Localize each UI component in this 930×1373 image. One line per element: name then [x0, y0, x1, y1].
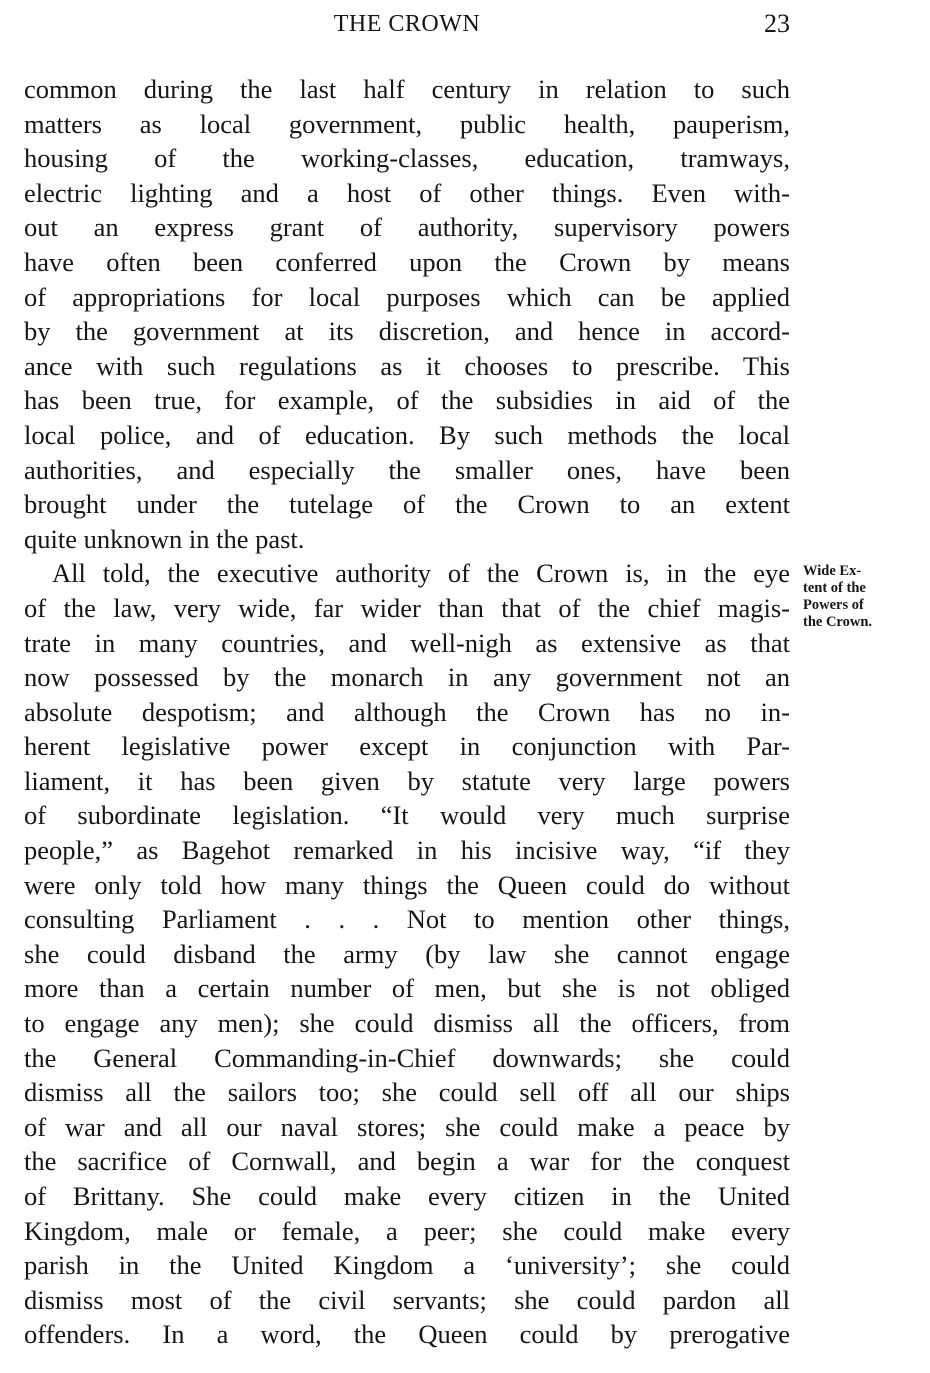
text-line: of appropriations for local purposes which can be applied [24, 281, 790, 312]
text-line: authorities, and especially the smaller ones, have been [24, 454, 790, 485]
text-line: now possessed by the monarch in any government not an [24, 662, 790, 693]
body-text [24, 72, 790, 1352]
margin-note-line: the Crown. [803, 614, 873, 630]
text-line: offenders. In a word, the Queen could by prerogative [24, 1319, 790, 1350]
margin-note-line: Wide Ex- [803, 563, 862, 579]
running-head [24, 7, 790, 41]
text-line: she could disband the army (by law she cannot engage [24, 938, 790, 969]
text-line: dismiss most of the civil servants; she could pardon all [24, 1284, 790, 1315]
text-line: have often been conferred upon the Crown by means [24, 246, 790, 277]
text-line: ance with such regulations as it chooses to prescribe. This [24, 350, 790, 381]
text-line: housing of the working-classes, education, tramways, [24, 143, 790, 174]
text-line: brought under the tutelage of the Crown to an extent [24, 489, 790, 520]
text-line: electric lighting and a host of other things. Even with- [24, 177, 790, 208]
text-line: the General Commanding-in-Chief downwards; she could [24, 1042, 790, 1073]
text-line: dismiss all the sailors too; she could sell off all our ships [24, 1077, 790, 1108]
margin-note-line: Powers of [803, 597, 864, 613]
text-line: matters as local government, public health, pauperism, [24, 108, 790, 139]
text-line: were only told how many things the Queen could do without [24, 869, 790, 900]
text-line: out an express grant of authority, supervisory powers [24, 212, 790, 243]
text-line: common during the last half century in relation to such [24, 74, 790, 104]
text-line: the sacrifice of Cornwall, and begin a war for the conquest [24, 1146, 790, 1177]
text-line: parish in the United Kingdom a ‘university’; she could [24, 1250, 790, 1281]
margin-note [803, 563, 918, 631]
text-line: of war and all our naval stores; she could make a peace by [24, 1111, 790, 1142]
text-line: more than a certain number of men, but she is not obliged [24, 973, 790, 1004]
text-line: of the law, very wide, far wider than that of the chief magis- [24, 592, 790, 623]
text-line: of Brittany. She could make every citizen in the United [24, 1181, 790, 1211]
text-line: has been true, for example, of the subsidies in aid of the [24, 385, 790, 416]
margin-note-line: tent of the [803, 580, 866, 596]
text-line: consulting Parliament . . . Not to mention other things, [24, 904, 790, 935]
paragraph-start-line: All told, the executive authority of the Crown is, in the eye [52, 558, 790, 589]
text-line: liament, it has been given by statute very large powers [24, 765, 790, 796]
text-line: by the government at its discretion, and hence in accord- [24, 316, 790, 347]
text-line: herent legislative power except in conjunction with Par- [24, 731, 790, 762]
text-line: of subordinate legislation. “It would very much surprise [24, 800, 790, 831]
text-line: local police, and of education. By such methods the local [24, 419, 790, 450]
text-line: absolute despotism; and although the Crown has no in- [24, 696, 790, 727]
text-line: people,” as Bagehot remarked in his incisive way, “if they [24, 835, 790, 866]
text-line: trate in many countries, and well-nigh as extensive as that [24, 627, 790, 658]
text-line: Kingdom, male or female, a peer; she could make every [24, 1215, 790, 1246]
running-title: THE CROWN [333, 11, 481, 37]
text-line: to engage any men); she could dismiss all the officers, from [24, 1008, 790, 1039]
paragraph-end-line: quite unknown in the past. [24, 523, 305, 554]
page-number: 23 [764, 9, 790, 38]
